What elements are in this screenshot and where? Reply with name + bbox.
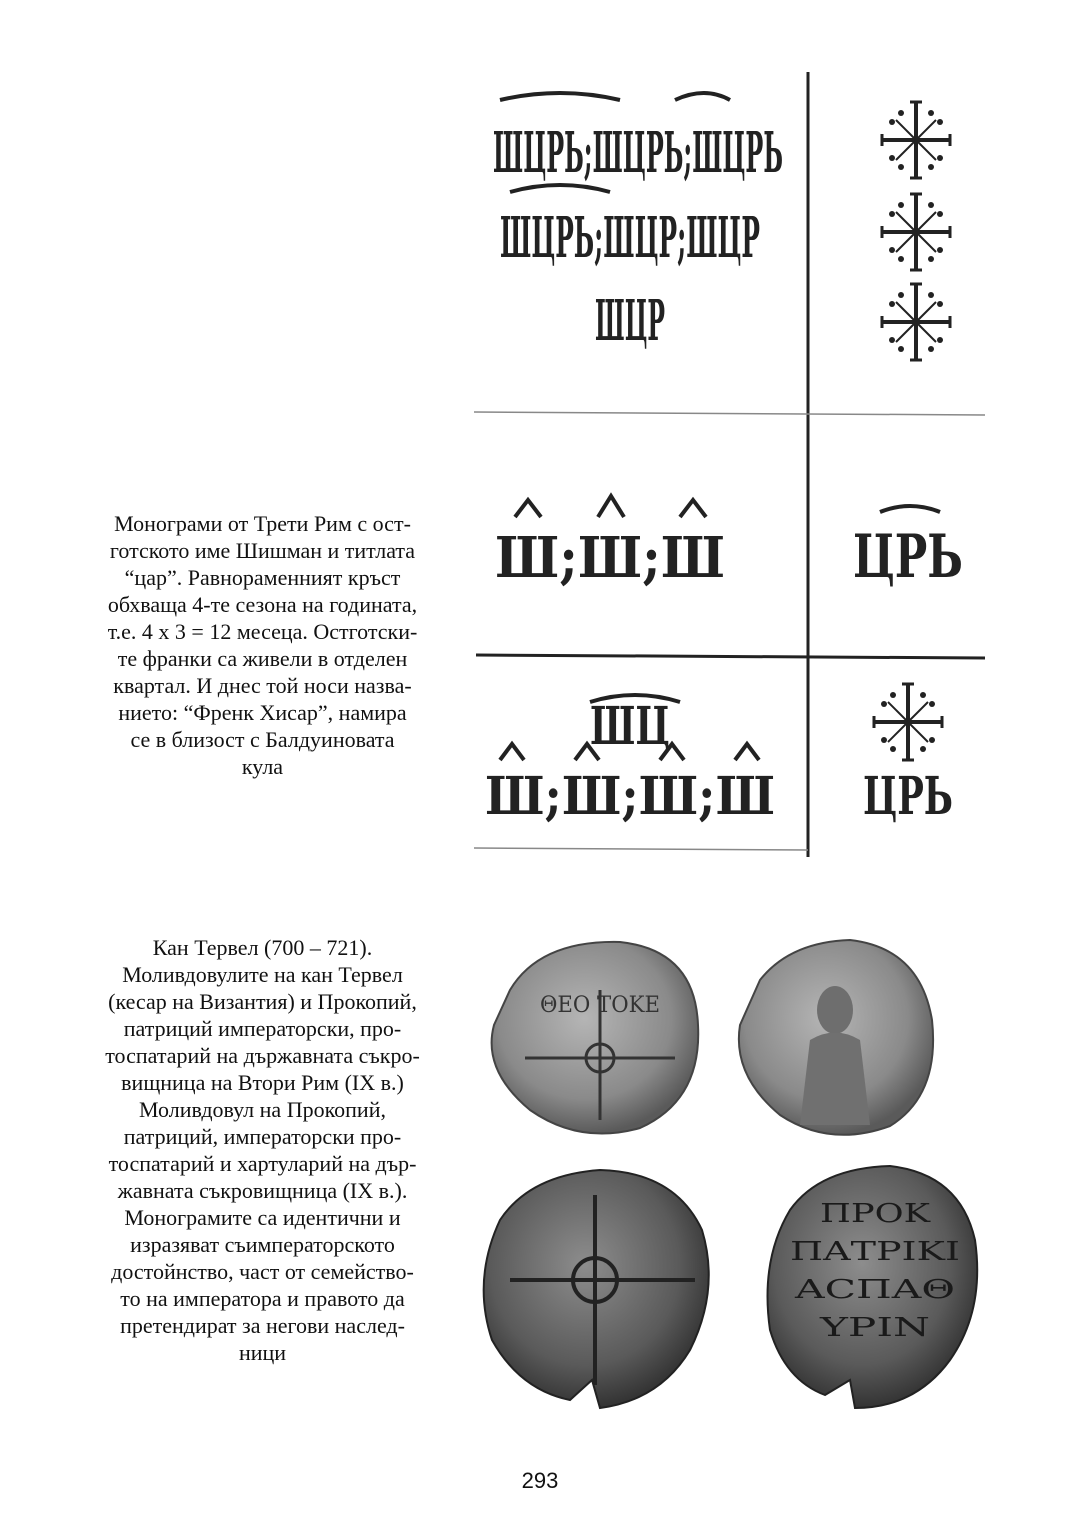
seal-inscription: ΘΕΟ ΤΟΚΕ (540, 993, 660, 1018)
caption-line: Моливдовул на Прокопий, (139, 1097, 386, 1122)
caption-line: квартал. И днес той носи назва- (113, 673, 412, 698)
seal-inscription: ΑCΠΑΘ (793, 1275, 955, 1305)
caption-line: обхваща 4-те сезона на годината, (107, 592, 418, 617)
row-divider (474, 412, 985, 415)
caption-line: изразяват съимператорското (130, 1232, 395, 1257)
caption-line: “цар”. Равнораменният кръст (124, 565, 401, 590)
caption-line: тоспатарий на държавната съкро- (105, 1043, 420, 1068)
caption-line: тоспатарий и хартуларий на дър- (108, 1151, 417, 1176)
roof-mark (515, 496, 706, 517)
titlo-mark (500, 93, 730, 100)
seals-caption (70, 934, 455, 1366)
caption-line: патриций императорски, про- (123, 1016, 402, 1041)
titlo-mark (510, 185, 610, 192)
caption-line: то на императора и правото да (120, 1286, 405, 1311)
page-number: 293 (521, 1468, 559, 1493)
caption-line: се в близост с Балдуиновата (130, 727, 395, 752)
seal-inscription: ΠΡΟΚ (820, 1199, 931, 1229)
caption-line: те франки са живели в отделен (117, 646, 408, 671)
monogram-table (470, 72, 990, 857)
caption-line: нието: “Френк Хисар”, намира (118, 700, 407, 725)
caption-line: т.е. 4 х 3 = 12 месеца. Остготски- (107, 619, 418, 644)
seal-inscription: ΠΑΤΡΙΚΙ (790, 1237, 960, 1267)
caption-line: патриций, императорски про- (123, 1124, 402, 1149)
monogram-line: ШЦРЬ;ШЦР;ШЦР (500, 205, 760, 271)
seal-prokopius-reverse (768, 1166, 978, 1408)
monogram-line: Ш;Ш;Ш;Ш (485, 766, 775, 827)
cross-icon (882, 194, 950, 270)
caption-line: претендират за негови наслед- (120, 1313, 405, 1338)
seal-inscription: ΥΡΙΝ (818, 1313, 930, 1343)
seal-tervel-reverse (739, 940, 933, 1135)
cross-icon (882, 284, 950, 360)
cross-icon (882, 102, 950, 178)
caption-line: вищница на Втори Рим (IX в.) (121, 1070, 404, 1095)
caption-line: Монограмите са идентични и (124, 1205, 401, 1230)
caption-line: жавната съкровищница (IX в.). (117, 1178, 408, 1203)
caption-line: Монограми от Трети Рим с ост- (114, 511, 411, 536)
caption-line: кула (241, 754, 284, 779)
row-divider (474, 848, 808, 850)
seals-photo (470, 930, 995, 1430)
monogram-figure (470, 72, 990, 857)
seal-prokopius-obverse (484, 1170, 709, 1408)
caption-line: Моливдовулите на кан Тервел (122, 962, 403, 987)
monogram-line: ШЦ (590, 696, 670, 757)
row-divider (476, 655, 985, 658)
caption-line: достойнство, част от семейство- (111, 1259, 414, 1284)
seal-tervel-obverse (492, 942, 699, 1134)
caption-line: готското име Шишман и титлата (109, 538, 416, 563)
caption-line: ници (238, 1340, 287, 1365)
monogram-line: ШЦР (595, 288, 665, 354)
cross-icon (874, 684, 942, 760)
monogram-right: ЦРЬ (863, 766, 953, 827)
monograms-caption (70, 510, 455, 780)
seals-figure (470, 930, 995, 1430)
monogram-line: ШЦРЬ;ШЦРЬ;ШЦРЬ (493, 120, 783, 186)
caption-line: Кан Тервел (700 – 721). (152, 935, 373, 960)
monogram-right: ЦРЬ (853, 522, 963, 592)
monogram-line: Ш;Ш;Ш (495, 525, 725, 591)
caption-line: (кесар на Византия) и Прокопий, (108, 989, 417, 1014)
titlo-mark (880, 506, 940, 512)
